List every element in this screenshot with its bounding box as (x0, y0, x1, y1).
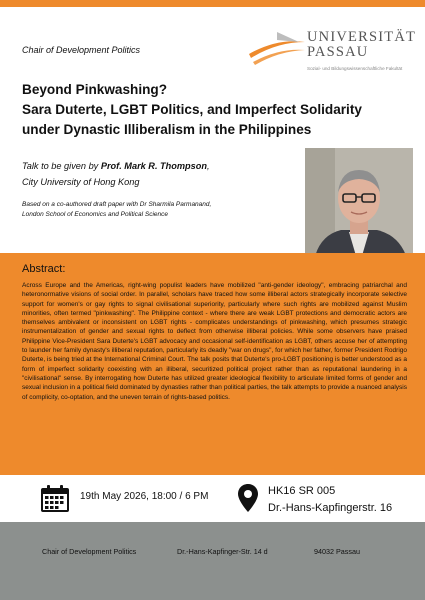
event-address: Dr.-Hans-Kapfingerstr. 16 (268, 502, 393, 514)
event-room: HK16 SR 005 (268, 485, 336, 497)
talk-title: Beyond Pinkwashing? Sara Duterte, LGBT Politics, and Imperfect Solidarity under Dynastic Illiberalism in the Philippines (22, 82, 362, 137)
footer-chair: Chair of Development Politics (42, 547, 137, 556)
speaker-affiliation: City University of Hong Kong (22, 177, 140, 187)
footer-street: Dr.-Hans-Kapfinger-Str. 14 d (177, 547, 268, 556)
speaker-name: Prof. Mark R. Thompson (100, 161, 208, 171)
footer-bar (0, 522, 425, 600)
event-date-time: 19th May 2026, 18:00 / 6 PM (80, 491, 209, 502)
top-orange-band (0, 0, 425, 7)
faculty-name: Sozial- und Bildungswissenschaftliche Fakultät (307, 66, 403, 71)
abstract-text: Across Europe and the Americas, right-wing populist leaders have mobilized "anti-gender ideology", embracing patriarchal and heteronormative visions of social order. In parallel, scholars have traced how some illiberal actors strategically incorporate selective support for women's or gay rights to signal civilisational superiority, particularly where such rights are mobilized against Muslim minorities, often termed "pinkwashing". The Philippine context - where there are weak LGBT protections and democratic actors are themselves ambivalent or inconsistent on LGBT rights - complicates understandings of pinkwashing, which presumes strategic instrumentalization of gender and sexual rights to deflect from otherwise illiberal policies. While some observers have praised Philippine Vice-President Sara Duterte's LGBT advocacy and occasional self-identification as LGBT, others accuse her of attempting to launder her family dynasty's illiberal reputation, particularly its deadly "war on drugs", for which her father, former President Rodrigo Duterte, is being tried at the International Criminal Court. The talk posits that Duterte's pro-LGBT positioning is better understood as a form of imperfect solidarity coexisting with an illiberal, securitized political project rather than as reputational laundering in a "civilisational" sense. By interrogating how Duterte has utilized greater ideological flexibility to articulate limited forms of gender and sexual inclusion in a political field dominated by dynasties rather than political parties, the talk attempts to provide a nuanced analysis of complicity, co-optation, and the uneven terrain of rights-based politics. (22, 282, 407, 401)
abstract-heading: Abstract: (22, 263, 66, 275)
university-logo-icon (247, 28, 307, 68)
coauthor-note: Based on a co-authored draft paper with Dr Sharmila Parmanand, London School of Economics and Political Science (22, 201, 212, 218)
footer-city: 94032 Passau (314, 547, 360, 556)
calendar-icon (40, 485, 70, 513)
talk-info: Talk to be given by Prof. Mark R. Thompson, City University of Hong Kong (22, 158, 210, 190)
university-name: UNIVERSITÄT PASSAU (307, 29, 417, 60)
map-pin-icon (238, 484, 258, 512)
speaker-photo (305, 148, 413, 266)
chair-label: Chair of Development Politics (22, 45, 141, 55)
university-logo (247, 22, 417, 82)
